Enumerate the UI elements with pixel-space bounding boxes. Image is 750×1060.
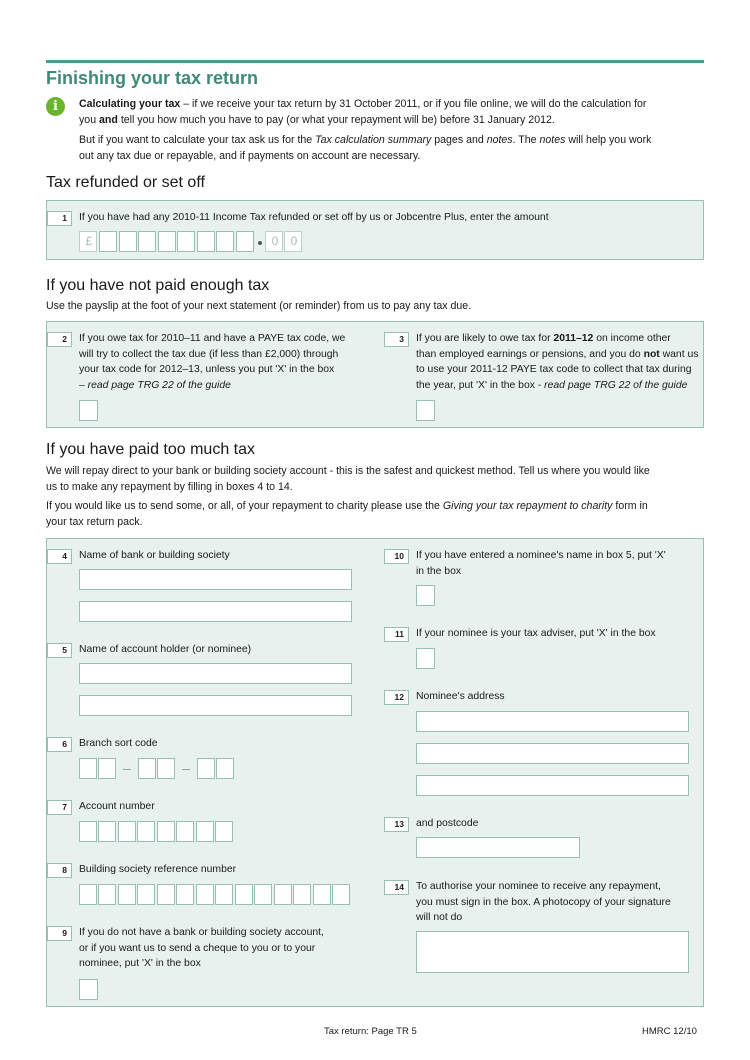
reference-number-cell[interactable] xyxy=(157,884,175,905)
account-number-cell[interactable] xyxy=(118,821,136,842)
sort-code-cell[interactable] xyxy=(157,758,175,779)
paid-too-much-paragraph-2: If you would like us to send some, or all, of your repayment to charity please use the Giving your tax repayment to charity form in your tax return pack. xyxy=(46,500,648,528)
reference-number-cell[interactable] xyxy=(254,884,272,905)
amount-cell[interactable] xyxy=(99,231,117,252)
account-number-cell[interactable] xyxy=(196,821,214,842)
q2-label: If you owe tax for 2010–11 and have a PAYE tax code, we will try to collect the tax due (if less than £2,000) through your tax code for 2012–13, unless you put 'X' in the box – read page TRG 22 of the guide xyxy=(79,333,346,391)
box-number-14: 14 xyxy=(384,880,409,895)
reference-number-cell[interactable] xyxy=(313,884,331,905)
sort-code-cell[interactable] xyxy=(79,758,97,779)
q14-label: To authorise your nominee to receive any repayment, you must sign in the box. A photocopy of your signature will not do xyxy=(416,881,671,923)
q11-checkbox[interactable] xyxy=(416,648,435,669)
nominee-address-line-1[interactable] xyxy=(416,711,689,732)
box-number-11: 11 xyxy=(384,627,409,642)
panel-repayment xyxy=(46,538,704,1007)
sort-code-cell[interactable] xyxy=(197,758,215,779)
bank-name-input-line-1[interactable] xyxy=(79,569,352,590)
reference-number-cell[interactable] xyxy=(118,884,136,905)
decimal-point xyxy=(258,241,262,245)
account-number-cell[interactable] xyxy=(215,821,233,842)
amount-currency-cell xyxy=(79,231,97,252)
signature-box[interactable] xyxy=(416,931,689,973)
nominee-address-line-3[interactable] xyxy=(416,775,689,796)
account-holder-input-line-2[interactable] xyxy=(79,695,352,716)
nominee-address-line-2[interactable] xyxy=(416,743,689,764)
info-icon: i xyxy=(46,97,65,116)
sort-code-cell[interactable] xyxy=(138,758,156,779)
q7-label: Account number xyxy=(79,801,155,812)
q9-checkbox[interactable] xyxy=(79,979,98,1000)
sort-code-separator xyxy=(123,769,131,770)
reference-number-cell[interactable] xyxy=(137,884,155,905)
box-number-3: 3 xyxy=(384,332,409,347)
panel-not-paid xyxy=(46,321,704,428)
q8-label: Building society reference number xyxy=(79,864,237,875)
footer-page-number: Tax return: Page TR 5 xyxy=(324,1026,417,1037)
q9-label: If you do not have a bank or building society account, or if you want us to send a cheque to you or to your nominee, put 'X' in the box xyxy=(79,927,324,969)
q3-checkbox[interactable] xyxy=(416,400,435,421)
q11-label: If your nominee is your tax adviser, put 'X' in the box xyxy=(416,628,656,639)
account-number-cell[interactable] xyxy=(176,821,194,842)
reference-number-cell[interactable] xyxy=(215,884,233,905)
header-rule xyxy=(46,60,704,63)
sort-code-cell[interactable] xyxy=(98,758,116,779)
box-number-5: 5 xyxy=(47,643,72,658)
section-heading-refunded: Tax refunded or set off xyxy=(46,174,205,191)
q1-label: If you have had any 2010-11 Income Tax refunded or set off by us or Jobcentre Plus, enter the amount xyxy=(79,212,549,223)
box-number-1: 1 xyxy=(47,211,72,226)
intro-paragraph-1: Calculating your tax – if we receive your tax return by 31 October 2011, or if you file online, we will do the calculation for you and tell you how much you have to pay (or what your repayment will be) before 31 January 2012. xyxy=(79,98,647,126)
q4-label: Name of bank or building society xyxy=(79,550,230,561)
account-number-cell[interactable] xyxy=(157,821,175,842)
reference-number-cell[interactable] xyxy=(274,884,292,905)
reference-number-cell[interactable] xyxy=(79,884,97,905)
box-number-12: 12 xyxy=(384,690,409,705)
q10-checkbox[interactable] xyxy=(416,585,435,606)
amount-cell[interactable] xyxy=(197,231,215,252)
box-number-2: 2 xyxy=(47,332,72,347)
q2-checkbox[interactable] xyxy=(79,400,98,421)
pence-cell: 0 xyxy=(284,231,302,252)
amount-cell[interactable] xyxy=(236,231,254,252)
reference-number-cell[interactable] xyxy=(176,884,194,905)
box-number-7: 7 xyxy=(47,800,72,815)
nominee-postcode-input[interactable] xyxy=(416,837,580,858)
q6-label: Branch sort code xyxy=(79,738,158,749)
paid-too-much-paragraph-1: We will repay direct to your bank or building society account - this is the safest and quickest method. Tell us where you would like us to make any repayment by filling in boxes 4 to 14. xyxy=(46,465,650,493)
reference-number-cell[interactable] xyxy=(235,884,253,905)
reference-number-cell[interactable] xyxy=(98,884,116,905)
pound-sign: £ xyxy=(85,234,93,248)
reference-number-cell[interactable] xyxy=(196,884,214,905)
sort-code-separator xyxy=(182,769,190,770)
section-heading-not-paid: If you have not paid enough tax xyxy=(46,277,270,294)
account-number-cell[interactable] xyxy=(137,821,155,842)
box-number-9: 9 xyxy=(47,926,72,941)
pence-cell: 0 xyxy=(265,231,283,252)
q5-label: Name of account holder (or nominee) xyxy=(79,644,252,655)
q13-label: and postcode xyxy=(416,818,479,829)
q12-label: Nominee's address xyxy=(416,691,505,702)
sort-code-cell[interactable] xyxy=(216,758,234,779)
amount-cell[interactable] xyxy=(216,231,234,252)
box-number-6: 6 xyxy=(47,737,72,752)
bank-name-input-line-2[interactable] xyxy=(79,601,352,622)
box-number-4: 4 xyxy=(47,549,72,564)
box-number-13: 13 xyxy=(384,817,409,832)
amount-cell[interactable] xyxy=(119,231,137,252)
account-holder-input-line-1[interactable] xyxy=(79,663,352,684)
panel-refunded xyxy=(46,200,704,260)
reference-number-cell[interactable] xyxy=(332,884,350,905)
q3-label: If you are likely to owe tax for 2011–12 on income other than employed earnings or pensions, and you do not want us to use your 2011-12 PAYE tax code to collect that tax during the year, put 'X' in the box - read page TRG 22 of the guide xyxy=(416,333,699,391)
not-paid-paragraph: Use the payslip at the foot of your next statement (or reminder) from us to pay any tax due. xyxy=(46,300,472,312)
account-number-cell[interactable] xyxy=(98,821,116,842)
account-number-cell[interactable] xyxy=(79,821,97,842)
footer-form-code: HMRC 12/10 xyxy=(642,1026,697,1037)
amount-cell[interactable] xyxy=(177,231,195,252)
box-number-8: 8 xyxy=(47,863,72,878)
amount-cell[interactable] xyxy=(158,231,176,252)
amount-cell[interactable] xyxy=(138,231,156,252)
q10-label: If you have entered a nominee's name in box 5, put 'X' in the box xyxy=(416,550,666,577)
section-heading-paid-too-much: If you have paid too much tax xyxy=(46,441,256,458)
reference-number-cell[interactable] xyxy=(293,884,311,905)
box-number-10: 10 xyxy=(384,549,409,564)
page-title: Finishing your tax return xyxy=(46,68,259,88)
intro-paragraph-2: But if you want to calculate your tax ask us for the Tax calculation summary pages and notes. The notes will help you work out any tax due or repayable, and if payments on account are necessary. xyxy=(79,134,652,162)
